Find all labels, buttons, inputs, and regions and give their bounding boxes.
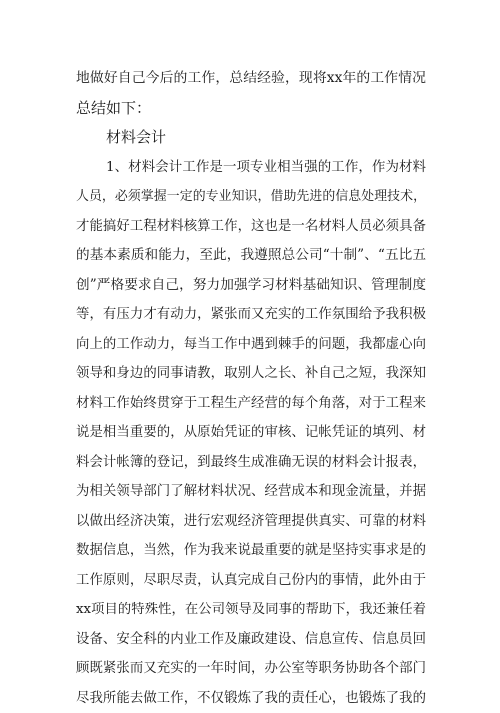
- text-line: 以做出经济决策，进行宏观经济管理提供真实、可靠的材料: [76, 507, 426, 537]
- text-line: 的基本素质和能力，至此，我遵照总公司“十制”、“五比五: [76, 241, 426, 271]
- text-line: 总结如下：: [76, 94, 426, 124]
- text-line: 等，有压力才有动力，紧张而又充实的工作氛围给予我积极: [76, 300, 426, 330]
- text-line: 设备、安全科的内业工作及廉政建设、信息宣传、信息员回: [76, 625, 426, 655]
- text-line: 尽我所能去做工作，不仅锻炼了我的责任心，也锻炼了我的: [76, 684, 426, 713]
- text-line: 才能搞好工程材料核算工作，这也是一名材料人员必须具备: [76, 212, 426, 242]
- text-line: 为相关领导部门了解材料状况、经营成本和现金流量，并据: [76, 477, 426, 507]
- text-line: 领导和身边的同事请教，取别人之长、补自己之短，我深知: [76, 359, 426, 389]
- text-line: 地做好自己今后的工作，总结经验，现将xx年的工作情况: [76, 64, 426, 94]
- text-line: 1、材料会计工作是一项专业相当强的工作，作为材料: [76, 153, 426, 183]
- document-body: [76, 64, 426, 713]
- text-line: 创”严格要求自己，努力加强学习材料基础知识、管理制度: [76, 271, 426, 301]
- text-line: 工作原则，尽职尽责，认真完成自己份内的事情，此外由于: [76, 566, 426, 596]
- text-line: xx项目的特殊性，在公司领导及同事的帮助下，我还兼任着: [76, 595, 426, 625]
- text-line: 数据信息，当然，作为我来说最重要的就是坚持实事求是的: [76, 536, 426, 566]
- section-heading: 材料会计: [76, 123, 426, 153]
- text-line: 人员，必须掌握一定的专业知识，借助先进的信息处理技术，: [76, 182, 426, 212]
- text-line: 顾既紧张而又充实的一年时间，办公室等职务协助各个部门: [76, 654, 426, 684]
- text-line: 向上的工作动力，每当工作中遇到棘手的问题，我都虚心向: [76, 330, 426, 360]
- text-line: 材料工作始终贯穿于工程生产经营的每个角落，对于工程来: [76, 389, 426, 419]
- text-line: 料会计帐簿的登记，到最终生成准确无误的材料会计报表，: [76, 448, 426, 478]
- text-line: 说是相当重要的，从原始凭证的审核、记帐凭证的填列、材: [76, 418, 426, 448]
